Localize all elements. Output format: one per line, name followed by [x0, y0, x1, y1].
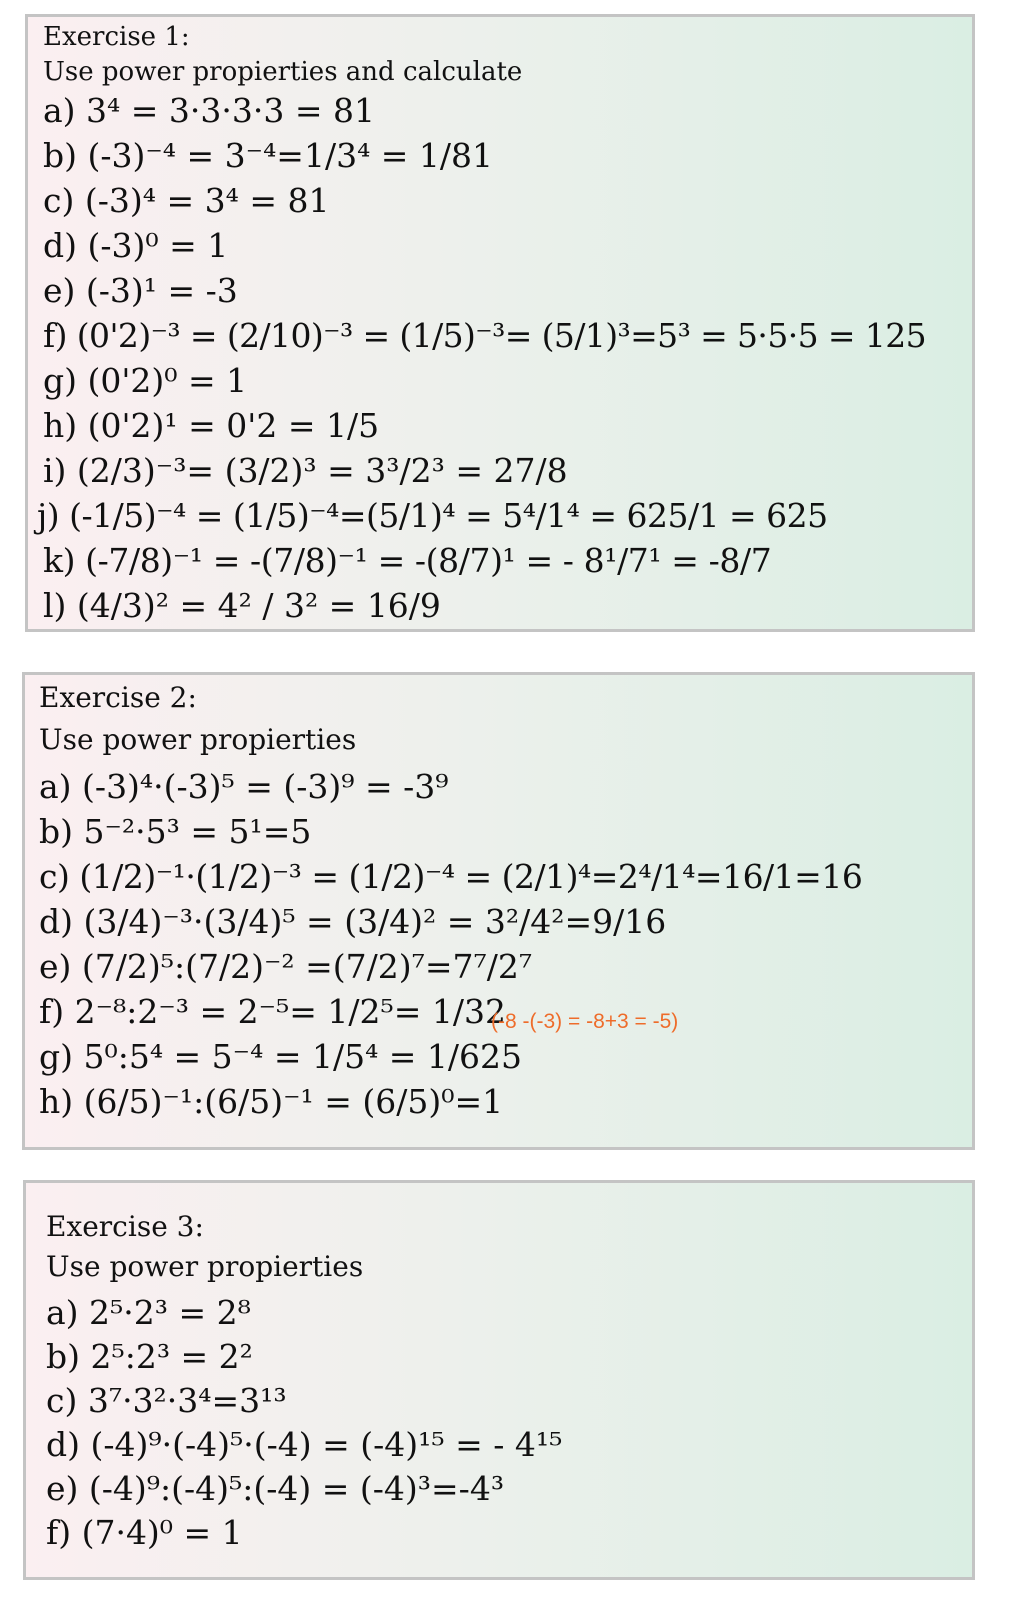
exercise-3-title: Exercise 3: [46, 1210, 204, 1243]
exercise-2-item-g: g) 5⁰:5⁴ = 5⁻⁴ = 1/5⁴ = 1/625 [39, 1037, 523, 1076]
exercise-1-item-k: k) (-7/8)⁻¹ = -(7/8)⁻¹ = -(8/7)¹ = - 8¹/7¹ = -8/7 [43, 541, 772, 580]
exercise-1-item-b: b) (-3)⁻⁴ = 3⁻⁴=1/3⁴ = 1/81 [43, 136, 494, 175]
exercise-2-item-h: h) (6/5)⁻¹:(6/5)⁻¹ = (6/5)⁰=1 [39, 1082, 504, 1121]
exercise-1-item-c: c) (-3)⁴ = 3⁴ = 81 [43, 181, 330, 220]
exercise-1-item-h: h) (0'2)¹ = 0'2 = 1/5 [43, 406, 380, 445]
exercise-3-item-c: c) 3⁷·3²·3⁴=3¹³ [46, 1381, 287, 1420]
exercise-2-note-f: (-8 -(-3) = -8+3 = -5) [491, 1010, 679, 1033]
exercise-1-item-i: i) (2/3)⁻³= (3/2)³ = 3³/2³ = 27/8 [43, 451, 568, 490]
exercise-1-item-g: g) (0'2)⁰ = 1 [43, 361, 248, 400]
exercise-1-title: Exercise 1: [43, 22, 190, 52]
exercise-3-item-e: e) (-4)⁹:(-4)⁵:(-4) = (-4)³=-4³ [46, 1469, 505, 1508]
exercise-3-item-f: f) (7·4)⁰ = 1 [46, 1513, 243, 1552]
exercise-2-item-a: a) (-3)⁴·(-3)⁵ = (-3)⁹ = -3⁹ [39, 767, 449, 806]
exercise-1-item-j: j) (-1/5)⁻⁴ = (1/5)⁻⁴=(5/1)⁴ = 5⁴/1⁴ = 625/1 = 625 [37, 496, 828, 535]
exercise-1-item-f: f) (0'2)⁻³ = (2/10)⁻³ = (1/5)⁻³= (5/1)³=5³ = 5·5·5 = 125 [43, 316, 927, 355]
exercise-3-instruction: Use power propierties [46, 1250, 364, 1283]
exercise-2-item-c: c) (1/2)⁻¹·(1/2)⁻³ = (1/2)⁻⁴ = (2/1)⁴=2⁴/1⁴=16/1=16 [39, 857, 863, 896]
exercise-1-item-d: d) (-3)⁰ = 1 [43, 226, 229, 265]
exercise-2-item-d: d) (3/4)⁻³·(3/4)⁵ = (3/4)² = 3²/4²=9/16 [39, 902, 667, 941]
exercise-3-item-a: a) 2⁵·2³ = 2⁸ [46, 1293, 251, 1332]
exercise-1-item-e: e) (-3)¹ = -3 [43, 271, 238, 310]
exercise-1-instruction: Use power propierties and calculate [43, 57, 523, 87]
exercise-2-title: Exercise 2: [39, 681, 197, 714]
exercise-3-item-d: d) (-4)⁹·(-4)⁵·(-4) = (-4)¹⁵ = - 4¹⁵ [46, 1425, 563, 1464]
exercise-2-item-f: f) 2⁻⁸:2⁻³ = 2⁻⁵= 1/2⁵= 1/32 [39, 992, 506, 1031]
exercise-2-instruction: Use power propierties [39, 723, 357, 756]
exercise-2-item-b: b) 5⁻²·5³ = 5¹=5 [39, 812, 312, 851]
exercise-1-item-a: a) 3⁴ = 3·3·3·3 = 81 [43, 91, 375, 130]
exercise-2-item-e: e) (7/2)⁵:(7/2)⁻² =(7/2)⁷=7⁷/2⁷ [39, 947, 533, 986]
exercise-3-item-b: b) 2⁵:2³ = 2² [46, 1337, 253, 1376]
exercise-1-item-l: l) (4/3)² = 4² / 3² = 16/9 [43, 586, 441, 625]
